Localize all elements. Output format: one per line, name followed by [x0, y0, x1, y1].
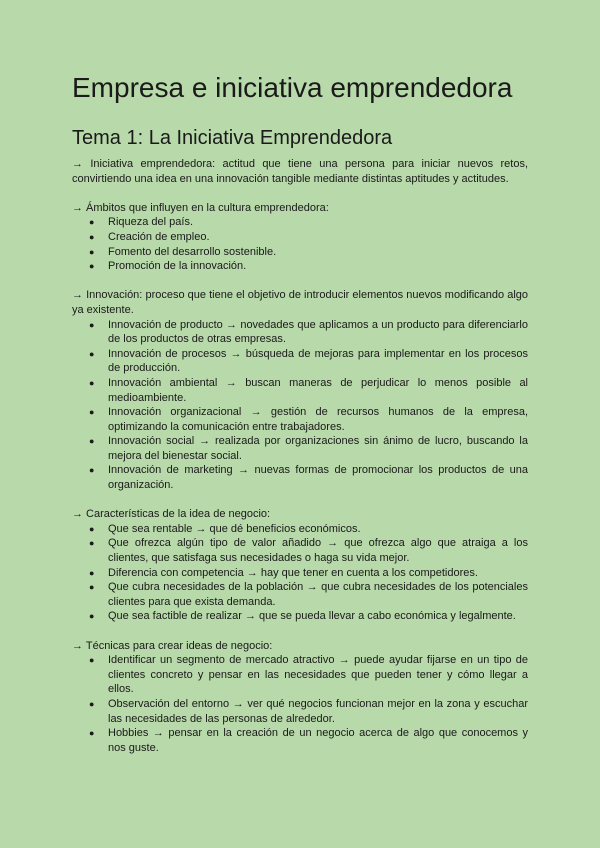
list-item-text: Observación del entorno → ver qué negocios funcionan mejor en la zona y escuchar las necesidades de las personas de alrededor. — [108, 697, 528, 725]
list-item-text: Promoción de la innovación. — [108, 260, 247, 273]
bullet-icon: ● — [89, 567, 95, 578]
bullet-icon: ● — [89, 655, 95, 666]
list-item — [89, 536, 528, 565]
list-item — [89, 726, 528, 755]
bullet-list — [72, 653, 528, 755]
bullet-list — [72, 522, 528, 624]
list-item — [89, 609, 528, 624]
bullet-icon: ● — [89, 538, 95, 549]
bullet-icon: ● — [89, 582, 95, 593]
bullet-icon: ● — [89, 348, 95, 359]
list-item-text: Riqueza del país. — [108, 216, 193, 229]
list-item-text: Innovación de marketing → nuevas formas de promocionar los productos de una organización. — [108, 464, 528, 492]
document-title: Empresa e iniciativa emprendedora — [72, 72, 513, 103]
bullet-icon: ● — [89, 698, 95, 709]
list-item — [89, 245, 528, 260]
list-item — [89, 463, 528, 492]
section-intro: → Ámbitos que influyen en la cultura emprendedora: — [72, 201, 329, 214]
list-item — [89, 215, 528, 230]
list-item — [89, 376, 528, 405]
list-item-text: Que sea rentable → que dé beneficios económicos. — [108, 522, 361, 535]
list-item-text: Fomento del desarrollo sostenible. — [108, 245, 277, 258]
list-item-text: Que sea factible de realizar → que se pueda llevar a cabo económica y legalmente. — [108, 610, 516, 623]
list-item — [89, 405, 528, 434]
content-section — [72, 507, 528, 624]
document-body — [72, 157, 528, 770]
bullet-icon: ● — [89, 523, 95, 534]
list-item-text: Que cubra necesidades de la población → que cubra necesidades de los potenciales clientes para que exista demanda. — [108, 581, 528, 608]
bullet-icon: ● — [89, 465, 95, 476]
bullet-icon: ● — [89, 231, 95, 242]
list-item-text: Diferencia con competencia → hay que tener en cuenta a los competidores. — [108, 566, 478, 579]
bullet-list — [72, 318, 528, 493]
list-item — [89, 653, 528, 697]
list-item-text: Innovación ambiental → buscan maneras de perjudicar lo menos posible al medioambiente. — [108, 376, 528, 404]
section-intro: → Iniciativa emprendedora: actitud que tiene una persona para iniciar nuevos retos, convirtiendo una idea en una innovación tangible mediante distintas aptitudes y actitudes. — [72, 158, 528, 185]
list-item — [89, 318, 528, 347]
section-intro: → Características de la idea de negocio: — [72, 508, 271, 521]
list-item — [89, 434, 528, 463]
list-item — [89, 230, 528, 245]
list-item-text: Identificar un segmento de mercado atractivo → puede ayudar fijarse en un tipo de clientes concreto y pensar en las necesidades que pueden tener y cómo llegar a ellos. — [108, 654, 528, 696]
list-item — [89, 566, 528, 581]
content-section — [72, 157, 528, 186]
section-intro: → Innovación: proceso que tiene el objetivo de introducir elementos nuevos modificando algo ya existente. — [72, 289, 528, 316]
list-item-text: Hobbies → pensar en la creación de un negocio acerca de algo que conocemos y nos guste. — [108, 727, 528, 754]
list-item-text: Innovación organizacional → gestión de recursos humanos de la empresa, optimizando la comunicación entre trabajadores. — [108, 406, 528, 433]
bullet-icon: ● — [89, 611, 95, 622]
bullet-list — [72, 215, 528, 273]
list-item — [89, 259, 528, 274]
bullet-icon: ● — [89, 407, 95, 418]
bullet-icon: ● — [89, 728, 95, 739]
bullet-icon: ● — [89, 377, 95, 388]
bullet-icon: ● — [89, 436, 95, 447]
bullet-icon: ● — [89, 217, 95, 228]
bullet-icon: ● — [89, 319, 95, 330]
list-item-text: Innovación de producto → novedades que aplicamos a un producto para diferenciarlo de los productos de otras empresas. — [108, 318, 528, 346]
content-section — [72, 639, 528, 756]
list-item — [89, 522, 528, 537]
list-item — [89, 580, 528, 609]
content-section — [72, 288, 528, 492]
section-intro: → Técnicas para crear ideas de negocio: — [72, 639, 273, 652]
list-item — [89, 347, 528, 376]
list-item-text: Innovación de procesos → búsqueda de mejoras para implementar en los procesos de producción. — [108, 347, 528, 375]
bullet-icon: ● — [89, 246, 95, 257]
content-section — [72, 201, 528, 274]
list-item — [89, 697, 528, 726]
list-item-text: Innovación social → realizada por organizaciones sin ánimo de lucro, buscando la mejora del bienestar social. — [108, 435, 528, 462]
section-heading: Tema 1: La Iniciativa Emprendedora — [72, 127, 393, 149]
list-item-text: Creación de empleo. — [108, 230, 210, 243]
bullet-icon: ● — [89, 261, 95, 272]
list-item-text: Que ofrezca algún tipo de valor añadido → que ofrezca algo que atraiga a los clientes, que satisfaga sus necesidades o haga su vida mejor. — [108, 537, 528, 565]
